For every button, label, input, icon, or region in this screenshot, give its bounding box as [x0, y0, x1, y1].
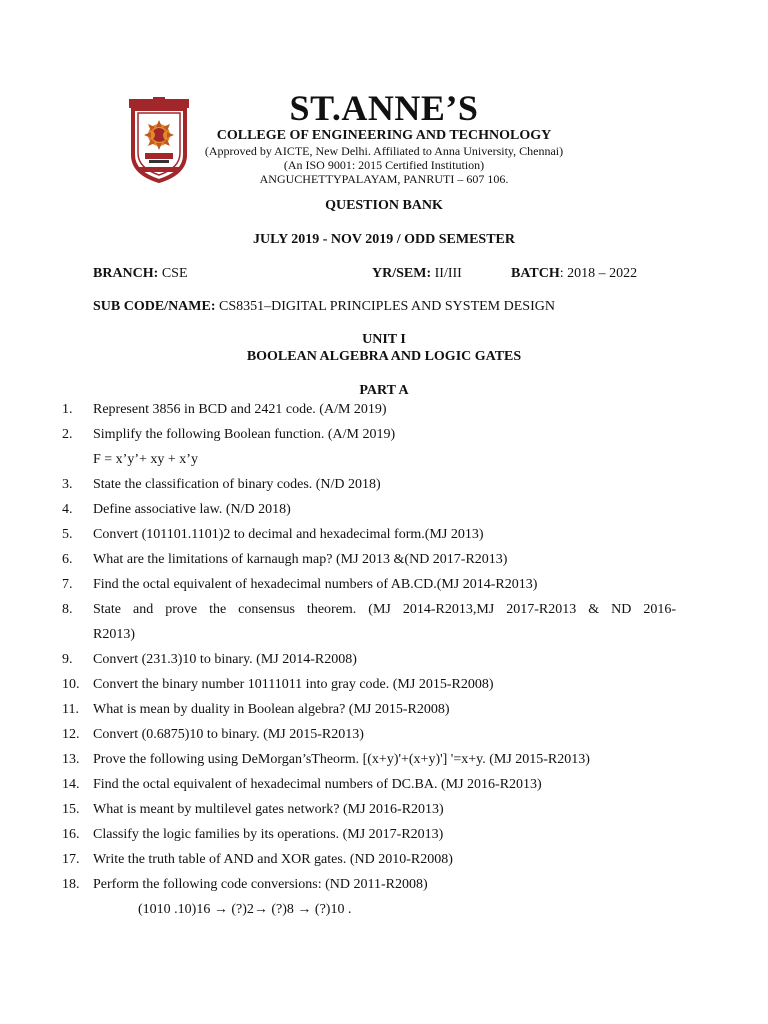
question-number: 14.: [62, 777, 80, 792]
question-number: 17.: [62, 852, 80, 867]
list-item: [62, 397, 676, 422]
question-number: 7.: [62, 577, 73, 592]
list-item: [62, 547, 676, 572]
semester-line: JULY 2019 - NOV 2019 / ODD SEMESTER: [252, 232, 516, 247]
branch-label: BRANCH:: [93, 266, 159, 281]
list-item: [62, 847, 676, 872]
question-text: What is mean by duality in Boolean algebra? (MJ 2015-R2008): [93, 702, 450, 717]
question-text: State and prove the consensus theorem. (MJ 2014-R2013,MJ 2017-R2013 & ND 2016-: [93, 602, 676, 617]
branch-field: [93, 266, 188, 282]
batch-value: : 2018 – 2022: [559, 266, 638, 281]
question-text: Prove the following using DeMorgan’sTheorm. [(x+y)'+(x+y)'] '=x+y. (MJ 2015-R2013): [93, 752, 590, 767]
question-number: 10.: [62, 677, 80, 692]
batch-label: BATCH: [511, 266, 560, 281]
question-number: 4.: [62, 502, 73, 517]
question-number: 11.: [62, 702, 79, 717]
question-subline: F = x’y’+ xy + x’y: [93, 452, 198, 467]
list-item: [62, 697, 676, 722]
college-subtitle: COLLEGE OF ENGINEERING AND TECHNOLOGY: [216, 128, 552, 143]
subject-field: [93, 299, 555, 315]
list-item: [62, 472, 676, 497]
question-subline: (1010 .10)16 → (?)2→ (?)8 → (?)10 .: [138, 902, 352, 917]
question-text: Find the octal equivalent of hexadecimal numbers of AB.CD.(MJ 2014-R2013): [93, 577, 538, 592]
question-text: Find the octal equivalent of hexadecimal numbers of DC.BA. (MJ 2016-R2013): [93, 777, 542, 792]
list-item: [62, 822, 676, 847]
college-header: [180, 88, 588, 186]
question-number: 2.: [62, 427, 73, 442]
list-item: [62, 872, 676, 922]
list-item: [62, 797, 676, 822]
question-text: Perform the following code conversions: (ND 2011-R2008): [93, 877, 428, 892]
list-item: [62, 497, 676, 522]
question-number: 8.: [62, 602, 73, 617]
question-number: 13.: [62, 752, 80, 767]
list-item: [62, 672, 676, 697]
list-item: [62, 647, 676, 672]
question-text: Write the truth table of AND and XOR gates. (ND 2010-R2008): [93, 852, 453, 867]
unit-title: BOOLEAN ALGEBRA AND LOGIC GATES: [246, 349, 522, 364]
batch-field: [511, 266, 637, 282]
list-item: [62, 747, 676, 772]
part-heading: PART A: [359, 383, 409, 398]
subcode-label: SUB CODE/NAME:: [93, 299, 216, 314]
question-text: Represent 3856 in BCD and 2421 code. (A/M 2019): [93, 402, 387, 417]
yrsem-field: [372, 266, 462, 282]
address-line: ANGUCHETTYPALAYAM, PANRUTI – 607 106.: [259, 172, 509, 186]
question-subline: R2013): [93, 627, 135, 642]
question-text: Convert (101101.1101)2 to decimal and hexadecimal form.(MJ 2013): [93, 527, 484, 542]
list-item: [62, 722, 676, 747]
question-number: 6.: [62, 552, 73, 567]
question-number: 15.: [62, 802, 80, 817]
branch-value: CSE: [158, 266, 188, 281]
question-number: 16.: [62, 827, 80, 842]
question-number: 9.: [62, 652, 73, 667]
question-text: Convert the binary number 10111011 into gray code. (MJ 2015-R2008): [93, 677, 494, 692]
question-list: [62, 397, 676, 922]
college-name: ST.ANNE’S: [289, 88, 479, 128]
list-item: [62, 522, 676, 547]
question-text: Simplify the following Boolean function. (A/M 2019): [93, 427, 396, 442]
yrsem-value: II/III: [431, 266, 462, 281]
question-text: Convert (231.3)10 to binary. (MJ 2014-R2008): [93, 652, 357, 667]
question-text: Convert (0.6875)10 to binary. (MJ 2015-R2013): [93, 727, 364, 742]
question-text: Define associative law. (N/D 2018): [93, 502, 291, 517]
question-number: 1.: [62, 402, 73, 417]
list-item: [62, 422, 676, 472]
list-item: [62, 772, 676, 797]
question-number: 18.: [62, 877, 80, 892]
question-text: State the classification of binary codes. (N/D 2018): [93, 477, 381, 492]
list-item: [62, 572, 676, 597]
unit-heading: UNIT I: [362, 332, 406, 347]
question-number: 5.: [62, 527, 73, 542]
question-number: 12.: [62, 727, 80, 742]
question-text: Classify the logic families by its operations. (MJ 2017-R2013): [93, 827, 444, 842]
question-text: What is meant by multilevel gates network? (MJ 2016-R2013): [93, 802, 444, 817]
question-text: What are the limitations of karnaugh map? (MJ 2013 &(ND 2017-R2013): [93, 552, 508, 567]
question-number: 3.: [62, 477, 73, 492]
iso-line: (An ISO 9001: 2015 Certified Institution): [283, 158, 485, 172]
yrsem-label: YR/SEM:: [372, 266, 432, 281]
approval-line: (Approved by AICTE, New Delhi. Affiliated to Anna University, Chennai): [204, 144, 564, 158]
list-item: [62, 597, 676, 647]
subcode-value: CS8351–DIGITAL PRINCIPLES AND SYSTEM DESIGN: [215, 299, 555, 314]
doc-title: QUESTION BANK: [325, 198, 443, 213]
